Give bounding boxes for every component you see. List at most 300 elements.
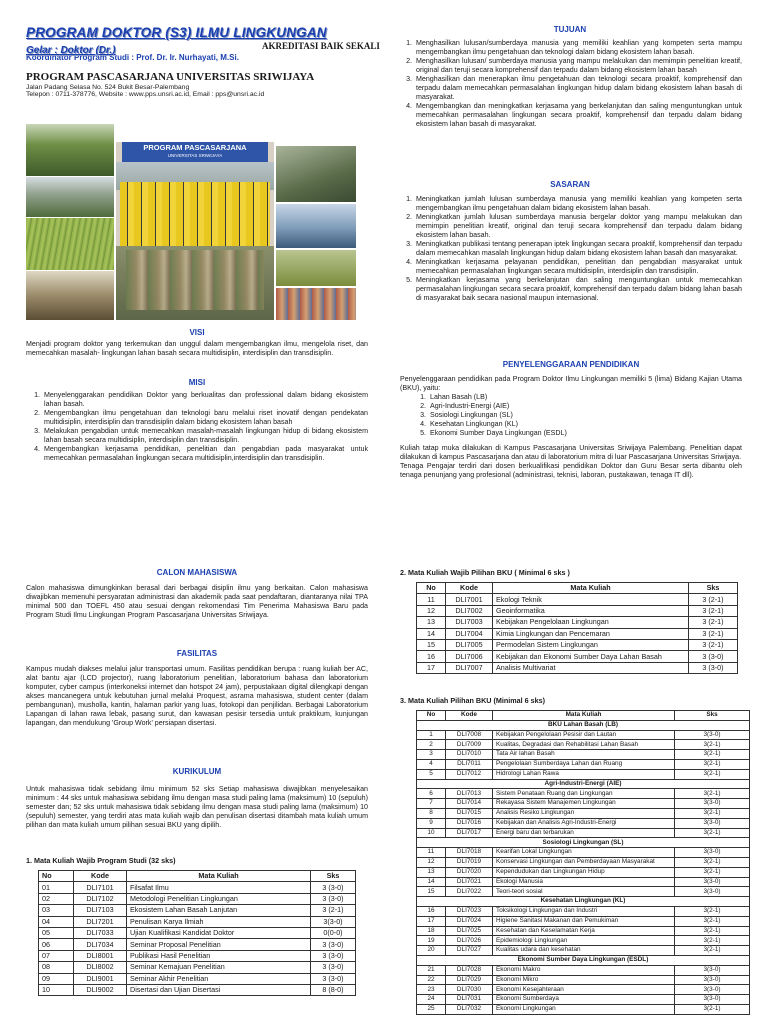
sasaran-item: 2. Meningkatkan jumlah lulusan sumberdaya manusia bergelar doktor yang mampu melakukan dan memimpin penelitian kreatif, original dan teruji secara komprehensif dan terpadu dalam bidang ekosistem lahan basah. — [414, 213, 742, 240]
row-code: DLI7005 — [446, 639, 493, 650]
fasilitas-heading: FASILITAS — [176, 649, 218, 658]
sasaran-heading: SASARAN — [550, 180, 590, 189]
group-label: Agri-Industri-Energi (AIE) — [417, 779, 750, 789]
group-row — [417, 838, 750, 848]
row-course: Ekonomi Sumberdaya — [493, 995, 675, 1005]
row-course: Ekosistem Lahan Basah Lanjutan — [127, 905, 311, 916]
row-no: 05 — [39, 927, 74, 938]
row-sks: 3 (2-1) — [689, 628, 738, 639]
table1-title: 1. Mata Kuliah Wajib Program Studi (32 sks) — [26, 856, 176, 865]
row-no: 2 — [417, 740, 446, 750]
photo-group — [116, 142, 274, 320]
row-code: DLI7028 — [446, 965, 493, 975]
row-no: 08 — [39, 962, 74, 973]
row-code: DLI7026 — [446, 936, 493, 946]
row-no: 10 — [417, 828, 446, 838]
sasaran-section — [398, 180, 742, 303]
row-code: DLI7015 — [446, 808, 493, 818]
table-row — [417, 1004, 750, 1014]
row-sks: 3(2-1) — [675, 769, 750, 779]
table3-title: 3. Mata Kuliah Pilihan BKU (Minimal 6 sks) — [400, 696, 545, 705]
calon-section — [26, 568, 368, 620]
table-row — [417, 628, 738, 639]
row-course: Sistem Penataan Ruang dan Lingkungan — [493, 789, 675, 799]
row-course: Kebijakan dan Analisis Agri-Industri-Energi — [493, 818, 675, 828]
row-code: DLI7010 — [446, 750, 493, 760]
table-row — [39, 927, 356, 938]
row-course: Ekologi Manusia — [493, 877, 675, 887]
row-code: DLI7032 — [446, 1004, 493, 1014]
row-course: Kebijakan dan Ekonomi Sumber Daya Lahan Basah — [493, 651, 689, 662]
table-row — [417, 877, 750, 887]
row-code: DLI7006 — [446, 651, 493, 662]
sasaran-list — [398, 195, 742, 303]
row-sks: 3 (3-0) — [689, 662, 738, 673]
row-course: Tata Air lahan Basah — [493, 750, 675, 760]
row-no: 07 — [39, 950, 74, 961]
fasilitas-section — [26, 649, 368, 728]
row-no: 4 — [417, 759, 446, 769]
row-no: 12 — [417, 857, 446, 867]
row-course: Hidrologi Lahan Rawa — [493, 769, 675, 779]
sasaran-item: 4. Meningkatkan kerjasama pelayanan pendidikan, penelitian dan pengabdian masyarakat untuk memecahkan permasalahan lingkungan secara multidisiplin, interdisiplin dan transdisiplin. — [414, 258, 742, 276]
row-code: DLI7101 — [74, 882, 127, 893]
row-no: 14 — [417, 877, 446, 887]
row-sks: 3(3-0) — [675, 877, 750, 887]
row-code: DLI7030 — [446, 985, 493, 995]
row-no: 10 — [39, 984, 74, 995]
coordinator-text: Koordinator Program Studi : Prof. Dr. Ir. Nurhayati, M.Si. — [26, 53, 239, 62]
misi-heading: MISI — [188, 378, 206, 387]
row-no: 13 — [417, 867, 446, 877]
row-sks: 3(3-0) — [675, 975, 750, 985]
row-no: 16 — [417, 906, 446, 916]
row-course: Pengelolaan Sumberdaya Lahan dan Ruang — [493, 759, 675, 769]
table-row — [39, 962, 356, 973]
row-no: 14 — [417, 628, 446, 639]
row-sks: 3 (3-0) — [311, 962, 356, 973]
table2-title: 2. Mata Kuliah Wajib Pilihan BKU ( Minimal 6 sks ) — [400, 568, 570, 577]
row-sks: 3 (2-1) — [689, 594, 738, 605]
group-row — [417, 897, 750, 907]
table-row — [417, 926, 750, 936]
sasaran-item: 1. Meningkatkan jumlah lulusan sumberdaya manusia yang memiliki keahlian yang kompeten serta mengembangkan ilmu pengetahuan dalam bidang ekosistem lahan basah. — [414, 195, 742, 213]
row-no: 25 — [417, 1004, 446, 1014]
table-row — [417, 857, 750, 867]
row-sks: 3 (3-0) — [689, 651, 738, 662]
row-no: 20 — [417, 946, 446, 956]
row-code: DLI7023 — [446, 906, 493, 916]
row-course: Konservasi Lingkungan dan Pemberdayaan Masyarakat — [493, 857, 675, 867]
table-row — [417, 828, 750, 838]
row-no: 11 — [417, 848, 446, 858]
calon-text: Calon mahasiswa dimungkinkan berasal dari berbagai disiplin ilmu yang berkaitan. Calon mahasiswa diwajibkan memenuhi persyaratan administrasi dan akademik pada saat pendaftaran, diantaranya nilai TPA minimal 500 dan TOEFL 450 atau sesuai dengan rekomendasi Tim Penerima Mahasiswa Baru pada Program Studi Ilmu Lingkungan Program Pascasarjana Universitas Sriwijaya. — [26, 584, 368, 619]
table-row — [417, 936, 750, 946]
penyelenggaraan-intro: Penyelenggaraan pendidikan pada Program Doktor Ilmu Lingkungan memiliki 5 (lima) Bidang Kajian Utama (BKU), yaitu: — [400, 375, 742, 392]
penyelenggaraan-p1: Kuliah tatap muka dilakukan di Kampus Pascasarjana Universitas Sriwijaya Palembang. Penelitian dapat dilakukan di kampus Pascasarjana dan atau di laboratorium mitra di luar Pascasarjana Universitas Sriwijaya. — [400, 444, 742, 461]
row-sks: 3(3-0) — [675, 995, 750, 1005]
tujuan-item: 1. Menghasilkan lulusan/sumberdaya manusia yang memiliki keahlian yang kompeten serta mampu mengembangkan ilmu pengetahuan dan teknologi dalam bidang ekosistem lahan basah. — [414, 39, 742, 57]
row-no: 09 — [39, 973, 74, 984]
table-row — [417, 906, 750, 916]
row-code: DLI7009 — [446, 740, 493, 750]
row-no: 24 — [417, 995, 446, 1005]
table-row — [417, 848, 750, 858]
row-no: 12 — [417, 605, 446, 616]
table-row — [39, 916, 356, 927]
row-course: Kualitas, Degradasi dan Rehabilitasi Lahan Basah — [493, 740, 675, 750]
table-header: No — [39, 871, 74, 882]
row-code: DLI7001 — [446, 594, 493, 605]
row-no: 01 — [39, 882, 74, 893]
people-group — [120, 182, 270, 246]
row-sks: 3(2-1) — [675, 759, 750, 769]
table-row — [417, 975, 750, 985]
row-course: Kearifan Lokal Lingkungan — [493, 848, 675, 858]
table-row — [417, 651, 738, 662]
row-sks: 3(2-1) — [675, 926, 750, 936]
row-sks: 3(2-1) — [675, 936, 750, 946]
table2 — [416, 582, 738, 674]
row-no: 17 — [417, 916, 446, 926]
row-sks: 3 (3-0) — [311, 893, 356, 904]
row-sks: 3(2-1) — [675, 867, 750, 877]
table-row — [417, 789, 750, 799]
row-no: 15 — [417, 887, 446, 897]
tujuan-item: 2. Menghasilkan lulusan/ sumberdaya manusia yang mampu melakukan dan memimpin penelitian kreatif, original dan teruji secara komprehensif dan terpadu dalam bidang ekosistem lahan basah — [414, 57, 742, 75]
bku-list — [400, 393, 742, 438]
row-sks: 3(3-0) — [675, 730, 750, 740]
row-code: DLI7007 — [446, 662, 493, 673]
row-code: DLI7103 — [74, 905, 127, 916]
row-sks: 3(2-1) — [675, 946, 750, 956]
row-no: 3 — [417, 750, 446, 760]
banner: PROGRAM PASCASARJANA UNIVERSITAS SRIWIJAYA — [122, 142, 268, 162]
row-sks: 3(3-0) — [311, 916, 356, 927]
bku-item: 2. Agri-Industri-Energi (AIE) — [428, 402, 742, 411]
row-course: Metodologi Penelitian Lingkungan — [127, 893, 311, 904]
kurikulum-heading: KURIKULUM — [172, 767, 222, 776]
degree-label: Gelar : Doktor (Dr.) — [26, 45, 116, 56]
penyelenggaraan-p2: Tenaga Pengajar terdiri dari dosen berkualifikasi pendidikan Doktor dan Guru Besar serta dibantu oleh tenaga penunjang yang profesional (administrasi, teknisi, laboran, pustakawan, tenaga IT dll). — [400, 462, 742, 479]
row-code: DLI7034 — [74, 939, 127, 950]
row-no: 1 — [417, 730, 446, 740]
row-course: Seminar Kemajuan Penelitian — [127, 962, 311, 973]
row-course: Kualitas udara dan kesehatan — [493, 946, 675, 956]
row-course: Ekonomi Makro — [493, 965, 675, 975]
table2-section — [400, 568, 742, 674]
row-course: Geoinformatika — [493, 605, 689, 616]
row-code: DLI7029 — [446, 975, 493, 985]
row-sks: 3(2-1) — [675, 916, 750, 926]
row-sks: 3(3-0) — [675, 799, 750, 809]
photo-river — [26, 271, 114, 320]
row-code: DLI7027 — [446, 946, 493, 956]
row-course: Disertasi dan Ujian Disertasi — [127, 984, 311, 995]
table-row — [39, 984, 356, 995]
row-code: DLI7201 — [74, 916, 127, 927]
row-code: DLI7002 — [446, 605, 493, 616]
row-code: DLI7014 — [446, 799, 493, 809]
row-course: Kimia Lingkungan dan Pencemaran — [493, 628, 689, 639]
table-header: Mata Kuliah — [493, 583, 689, 594]
row-sks: 3 (3-0) — [311, 973, 356, 984]
row-no: 18 — [417, 926, 446, 936]
row-code: DLI7013 — [446, 789, 493, 799]
row-code: DLI7102 — [74, 893, 127, 904]
table-header: Kode — [446, 711, 493, 721]
calon-heading: CALON MAHASISWA — [156, 568, 238, 577]
row-no: 9 — [417, 818, 446, 828]
row-course: Permodelan Sistem Lingkungan — [493, 639, 689, 650]
row-no: 23 — [417, 985, 446, 995]
photo-collage — [26, 124, 356, 320]
row-code: DLI7024 — [446, 916, 493, 926]
penyelenggaraan-heading: PENYELENGGARAAN PENDIDIKAN — [502, 360, 640, 369]
misi-item: 3. Melakukan pengabdian untuk memecahkan masalah-masalah lingkungan hidup di bidang ekosistem lahan basah secara multidisiplin, interdisiplin dan transdisiplin. — [42, 427, 368, 445]
photo-visit — [276, 250, 356, 286]
bku-item: 1. Lahan Basah (LB) — [428, 393, 742, 402]
kurikulum-text: Untuk mahasiswa tidak sebidang ilmu minimum 52 sks Setiap mahasiswa diwajibkan menyelesaikan minimum : 44 sks untuk mahasiswa sebidang ilmu dengan masa studi paling lama (maksimum) 10 (sepuluh) semester dan; 52 sks untuk mahasiswa tidak sebidang ilmu dengan masa studi paling lama (maksimum) 10 (sepuluh) semester, yang terdiri atas mata kuliah wajib dan penulisan disertasi ditambah mata kuliah umum pilihan dan mata kuliah umum pilihan sesuai BKU yang dipilih. — [26, 785, 368, 829]
row-sks: 3(2-1) — [675, 828, 750, 838]
row-code: DLI7012 — [446, 769, 493, 779]
group-row — [417, 720, 750, 730]
row-code: DLI7003 — [446, 617, 493, 628]
table-row — [417, 769, 750, 779]
table-row — [417, 750, 750, 760]
row-code: DLI7004 — [446, 628, 493, 639]
bku-item: 5. Ekonomi Sumber Daya Lingkungan (ESDL) — [428, 429, 742, 438]
row-sks: 3(2-1) — [675, 906, 750, 916]
row-no: 22 — [417, 975, 446, 985]
table-header: Mata Kuliah — [493, 711, 675, 721]
row-sks: 3 (2-1) — [311, 905, 356, 916]
row-course: Ekonomi Kesejahteraan — [493, 985, 675, 995]
tujuan-section — [398, 25, 742, 129]
row-code: DLI7033 — [74, 927, 127, 938]
table-row — [417, 946, 750, 956]
row-sks: 8 (8-0) — [311, 984, 356, 995]
row-code: DLI9001 — [74, 973, 127, 984]
row-course: Analisis Resiko Lingkungan — [493, 808, 675, 818]
row-code: DLI7016 — [446, 818, 493, 828]
table-row — [417, 594, 738, 605]
row-course: Kebijakan Pengelolaan Pesisir dan Lautan — [493, 730, 675, 740]
table-header: Mata Kuliah — [127, 871, 311, 882]
accreditation-label: AKREDITASI BAIK SEKALI — [262, 41, 380, 51]
row-course: Filsafat Ilmu — [127, 882, 311, 893]
row-course: Analisis Multivariat — [493, 662, 689, 673]
row-code: DLI7018 — [446, 848, 493, 858]
photo-ricefield — [26, 218, 114, 270]
visi-text: Menjadi program doktor yang terkemukan dan unggul dalam mengembangkan ilmu, mengelola riset, dan memecahkan masalah- lingkungan lahan basah secara multidisiplin, interdisiplin dan transdisiplin. — [26, 340, 368, 357]
row-no: 6 — [417, 789, 446, 799]
table-row — [39, 950, 356, 961]
row-course: Ekonomi Lingkungan — [493, 1004, 675, 1014]
row-course: Kependudukan dan Lingkungan Hidup — [493, 867, 675, 877]
group-row — [417, 779, 750, 789]
row-no: 7 — [417, 799, 446, 809]
row-sks: 3(2-1) — [675, 740, 750, 750]
row-sks: 3(2-1) — [675, 789, 750, 799]
group-label: Kesehatan Lingkungan (KL) — [417, 897, 750, 907]
row-course: Higiene Sanitasi Makanan dan Pemukiman — [493, 916, 675, 926]
row-code: DLI7019 — [446, 857, 493, 867]
row-course: Ekonomi Mikro — [493, 975, 675, 985]
table-row — [417, 867, 750, 877]
table-row — [417, 662, 738, 673]
table-header: Sks — [675, 711, 750, 721]
row-no: 17 — [417, 662, 446, 673]
row-code: DLI7020 — [446, 867, 493, 877]
row-no: 03 — [39, 905, 74, 916]
row-course: Ujian Kualifikasi Kandidat Doktor — [127, 927, 311, 938]
photo-meeting — [276, 288, 356, 320]
row-no: 15 — [417, 639, 446, 650]
row-code: DLI9002 — [74, 984, 127, 995]
group-row — [417, 955, 750, 965]
table-row — [39, 882, 356, 893]
photo-wetland — [26, 177, 114, 217]
row-code: DLI7011 — [446, 759, 493, 769]
program-title: PROGRAM DOKTOR (S3) ILMU LINGKUNGAN — [26, 25, 327, 40]
row-sks: 3 (2-1) — [689, 639, 738, 650]
row-course: Publikasi Hasil Penelitian — [127, 950, 311, 961]
table-row — [417, 995, 750, 1005]
row-course: Energi baru dan terbarukan — [493, 828, 675, 838]
row-sks: 3(2-1) — [675, 750, 750, 760]
table-row — [417, 985, 750, 995]
kurikulum-section — [26, 767, 368, 830]
table-row — [417, 799, 750, 809]
table-row — [39, 973, 356, 984]
row-sks: 3(3-0) — [675, 985, 750, 995]
row-course: Rekayasa Sistem Manajemen Lingkungan — [493, 799, 675, 809]
table-header: No — [417, 583, 446, 594]
table-row — [417, 639, 738, 650]
row-no: 04 — [39, 916, 74, 927]
row-sks: 3(3-0) — [675, 848, 750, 858]
table-row — [417, 605, 738, 616]
table-row — [417, 759, 750, 769]
row-no: 13 — [417, 617, 446, 628]
row-code: DLI7021 — [446, 877, 493, 887]
row-no: 02 — [39, 893, 74, 904]
table-row — [417, 730, 750, 740]
table-row — [417, 965, 750, 975]
row-course: Epidemiologi Lingkungan — [493, 936, 675, 946]
tujuan-list — [398, 39, 742, 129]
row-no: 11 — [417, 594, 446, 605]
row-code: DLI7025 — [446, 926, 493, 936]
table-header: Sks — [689, 583, 738, 594]
row-sks: 3(3-0) — [675, 887, 750, 897]
visi-heading: VISI — [189, 328, 205, 337]
row-sks: 0(0-0) — [311, 927, 356, 938]
row-no: 16 — [417, 651, 446, 662]
row-no: 5 — [417, 769, 446, 779]
misi-list — [26, 391, 368, 463]
row-no: 19 — [417, 936, 446, 946]
penyelenggaraan-section — [400, 360, 742, 480]
header — [26, 26, 386, 98]
table-header: Kode — [446, 583, 493, 594]
row-course: Toksikologi Lingkungan dan Industri — [493, 906, 675, 916]
row-course: Seminar Proposal Penelitian — [127, 939, 311, 950]
table3-section — [400, 696, 742, 1015]
table-header: Sks — [311, 871, 356, 882]
row-code: DLI8002 — [74, 962, 127, 973]
row-sks: 3 (3-0) — [311, 882, 356, 893]
table-header: Kode — [74, 871, 127, 882]
table-row — [417, 818, 750, 828]
visi-section — [26, 328, 368, 358]
photo-forest — [26, 124, 114, 176]
row-code: DLI7008 — [446, 730, 493, 740]
row-code: DLI7017 — [446, 828, 493, 838]
row-course: Kebijakan Pengelolaan Lingkungan — [493, 617, 689, 628]
table1-section — [26, 856, 368, 996]
table-row — [39, 905, 356, 916]
row-course: Seminar Akhir Penelitian — [127, 973, 311, 984]
table-header: No — [417, 711, 446, 721]
group-label: Sosiologi Lingkungan (SL) — [417, 838, 750, 848]
row-course: Kesehatan dan Keselamatan Kerja — [493, 926, 675, 936]
row-sks: 3(2-1) — [675, 1004, 750, 1014]
photo-seminar — [276, 204, 356, 248]
row-sks: 3 (3-0) — [311, 950, 356, 961]
group-label: BKU Lahan Basah (LB) — [417, 720, 750, 730]
group-label: Ekonomi Sumber Daya Lingkungan (ESDL) — [417, 955, 750, 965]
sasaran-item: 3. Meningkatkan publikasi tentang penerapan iptek lingkungan secara proaktif, komprehensif dan terpadu dalam memecahkan masalah lingkungan hidup dalam bidang ekosistem lahan basah dan masyarakat. — [414, 240, 742, 258]
table-row — [417, 916, 750, 926]
row-sks: 3(2-1) — [675, 857, 750, 867]
table-row — [39, 893, 356, 904]
row-sks: 3(3-0) — [675, 965, 750, 975]
bku-item: 3. Sosiologi Lingkungan (SL) — [428, 411, 742, 420]
row-code: DLI8001 — [74, 950, 127, 961]
row-code: DLI7031 — [446, 995, 493, 1005]
misi-item: 1. Menyelenggarakan pendidikan Doktor yang berkualitas dan professional dalam bidang ekosistem lahan basah. — [42, 391, 368, 409]
table-row — [417, 740, 750, 750]
table-row — [417, 887, 750, 897]
contact-text: Telepon : 0711-378776, Website : www.pps.unsri.ac.id, Email : pps@unsri.ac.id — [26, 91, 265, 98]
address-text: Jalan Padang Selasa No. 524 Bukit Besar-Palembang — [26, 84, 190, 91]
row-code: DLI7022 — [446, 887, 493, 897]
table3 — [416, 710, 750, 1015]
misi-item: 4. Mengembangkan kerjasama pendidikan, penelitian dan pengabdian pada masyarakat untuk memecahkan permasalahan lingkungan secara multidisiplin,interdisiplin dan transdisiplin. — [42, 445, 368, 463]
row-course: Penulisan Karya Ilmiah — [127, 916, 311, 927]
misi-item: 2. Mengembangkan ilmu pengetahuan dan teknologi baru melalui riset inovatif dengan pendekatan multidisiplin, interdisiplin dan transdisiplin dalam bidang ekosistem lahan basah — [42, 409, 368, 427]
row-sks: 3 (2-1) — [689, 617, 738, 628]
row-no: 06 — [39, 939, 74, 950]
row-sks: 3(2-1) — [675, 808, 750, 818]
row-sks: 3 (3-0) — [311, 939, 356, 950]
tujuan-item: 3. Menghasilkan dan menerapkan ilmu pengetahuan dan teknologi secara proaktif, komprehensif dan terpadu dalam memecahkan permasalahan lingkungan hidup dalam bidang ekosistem lahan basah di masyarakat. — [414, 75, 742, 102]
row-course: Ekologi Teknik — [493, 594, 689, 605]
table-row — [39, 939, 356, 950]
institution-name: PROGRAM PASCASARJANA UNIVERSITAS SRIWIJAYA — [26, 71, 315, 83]
misi-section — [26, 378, 368, 463]
row-course: Teori-teori sosial — [493, 887, 675, 897]
tujuan-item: 4. Mengembangkan dan meningkatkan kerjasama yang berkelanjutan dan saling menguntungkan untuk memecahkan permasalahan lingkungan secara proaktif, komprehensif dan terpadu dalam bidang ekosistem lahan basah di masyarakat. — [414, 102, 742, 129]
fasilitas-text: Kampus mudah diakses melalui jalur transportasi umum. Fasilitas pendidikan berupa : ruang kuliah ber AC, alat bantu ajar (LCD projector), ruang laboratorium penelitian, laboratorium bahasa dan laboratorium komputer, cyber campus (interkoneksi internet dan hotspot 24 jam), perpustakaan digital dilengkapi dengan akses mancanegera untuk kebutuhan jurnal melalui Proquest, asrama mahasiswa, student center (dalam pembangunan), musholla, kantin, halaman parkir yang luas, fotokopi dan penjilidan. Berbagai Laboratorium Lapangan di lahan rawa lebak, pasang surut, dan kawasan pesisir tersedia untuk praktikum, kunjungan lapangan, dan mendukung 'Group Work' persiapan disertasi. — [26, 665, 368, 727]
bku-item: 4. Kesehatan Lingkungan (KL) — [428, 420, 742, 429]
row-sks: 3 (2-1) — [689, 605, 738, 616]
table1 — [38, 870, 356, 996]
table-row — [417, 617, 738, 628]
row-sks: 3(3-0) — [675, 818, 750, 828]
